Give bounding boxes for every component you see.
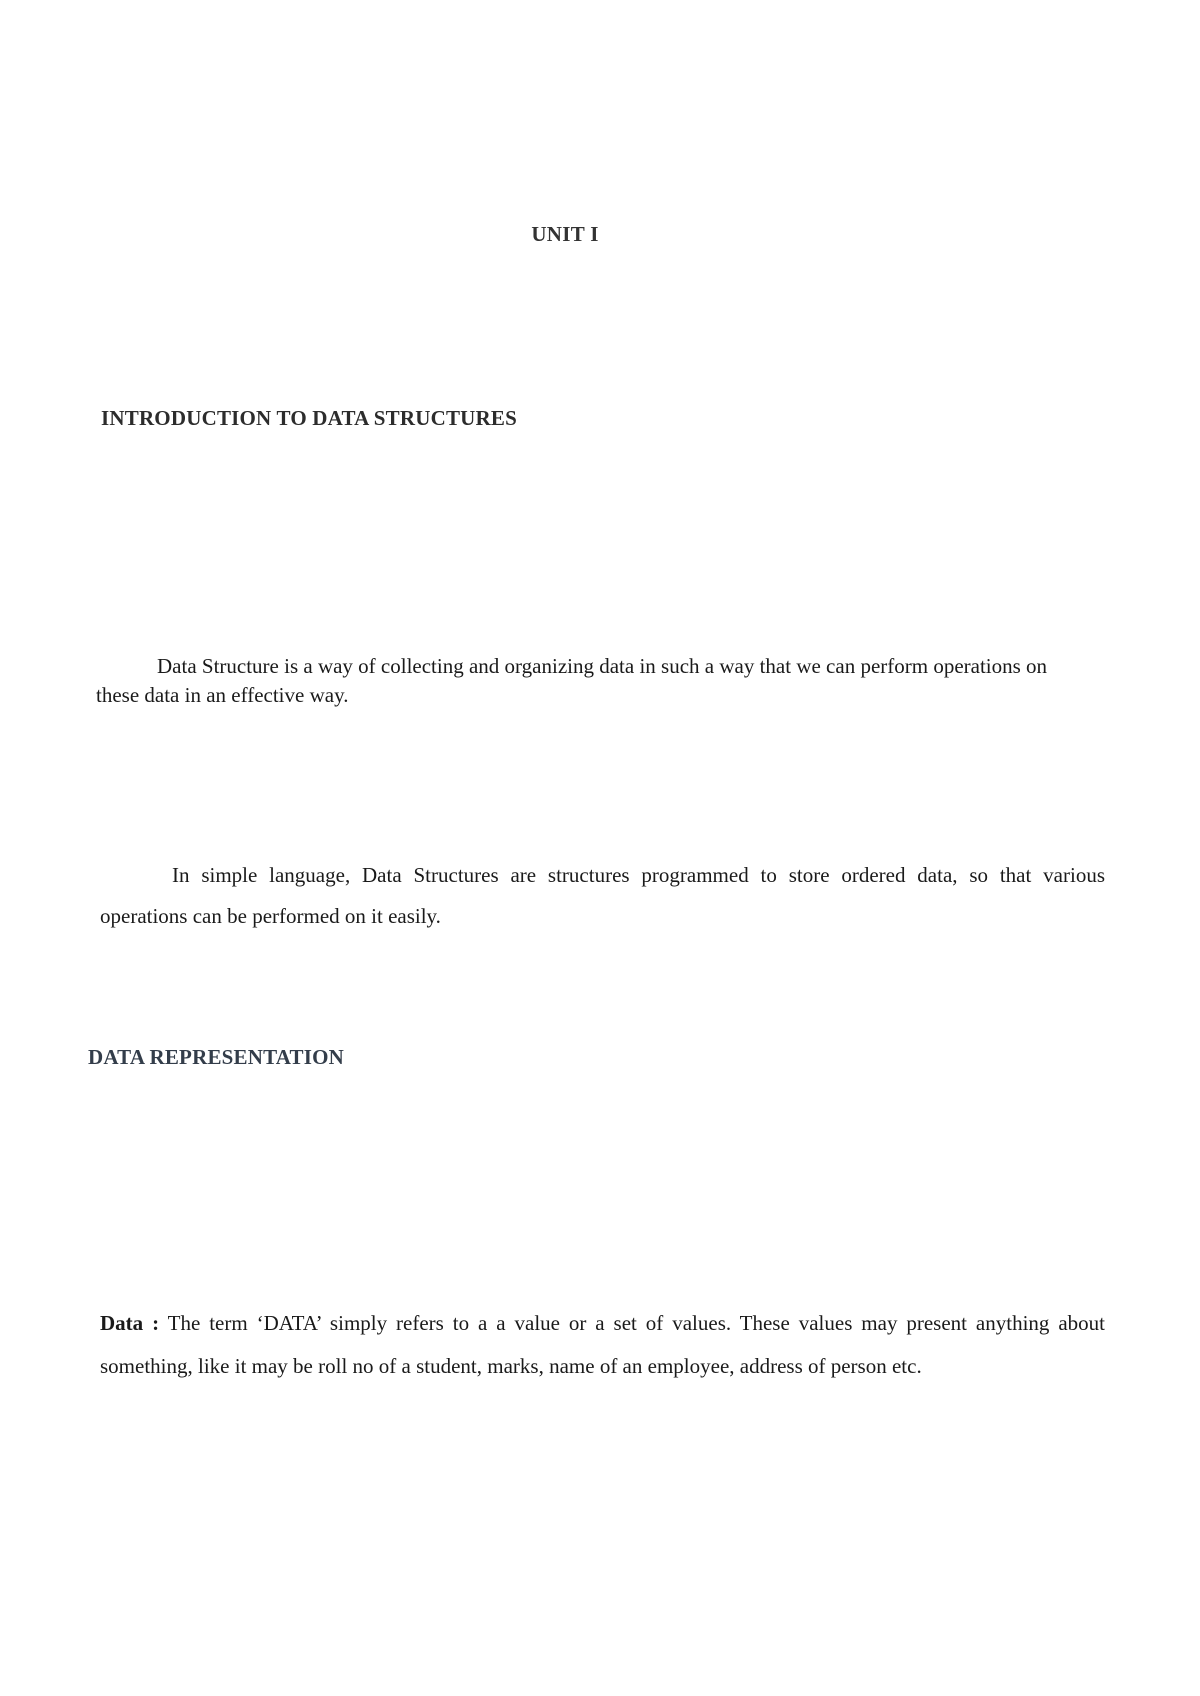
data-definition-text: The term ‘DATA’ simply refers to a a value or a set of values. These values may present anything about something, like it may be roll no of a student, marks, name of an employee, address of person etc. [100, 1311, 1105, 1378]
paragraph-definition: Data Structure is a way of collecting and organizing data in such a way that we can perform operations on these data in an effective way. [96, 654, 1048, 707]
unit-title: UNIT I [531, 222, 599, 246]
paragraph-data-definition [100, 1302, 1105, 1388]
data-term: Data : [100, 1311, 160, 1335]
representation-heading: DATA REPRESENTATION [88, 1045, 345, 1069]
intro-heading: INTRODUCTION TO DATA STRUCTURES [101, 406, 517, 430]
paragraph-simple-language: In simple language, Data Structures are structures programmed to store ordered data, so that various operations can be performed on it easily. [100, 863, 1105, 928]
